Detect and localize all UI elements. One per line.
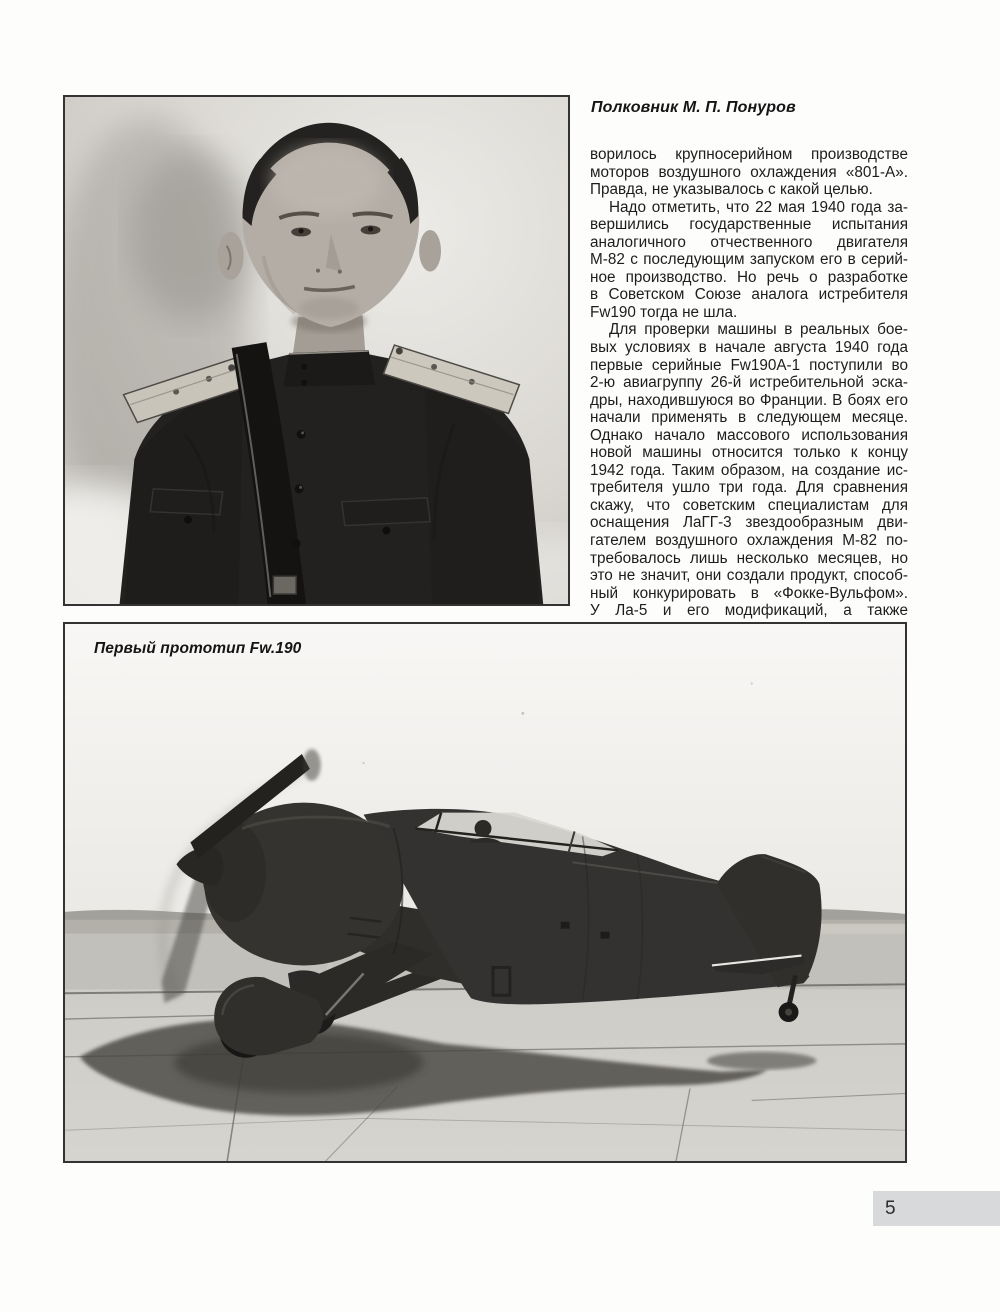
portrait-photo-image — [65, 97, 568, 604]
text-line: вых условиях в начале августа 1940 года — [590, 339, 908, 357]
text-line: 2-ю авиагруппу 26-й истребительной эска- — [590, 374, 908, 392]
text-line: требителя ушло три года. Для сравнения — [590, 479, 908, 497]
page-number-bar — [873, 1191, 1000, 1226]
aircraft-caption: Первый прототип Fw.190 — [94, 640, 302, 657]
text-line: Для проверки машины в реальных бое- — [609, 321, 908, 339]
portrait-photo — [63, 95, 570, 606]
text-line: первые серийные Fw190A-1 поступили во — [590, 356, 908, 374]
text-line: вершились государственные испытания — [590, 216, 908, 234]
page-number-label: 5 — [885, 1197, 896, 1219]
text-line: ное производство. Но речь о разработке — [590, 268, 908, 286]
text-line: 1942 года. Таким образом, на создание ис- — [590, 461, 908, 479]
text-line: начали применять в следующем месяце. — [590, 409, 908, 427]
text-line: ворилось крупносерийном производстве — [590, 146, 908, 163]
text-line: требовалось лишь несколько месяцев, но — [590, 549, 908, 567]
text-line: это не значит, они создали продукт, способ- — [590, 567, 908, 585]
article-text — [590, 146, 908, 620]
text-line: оснащения ЛаГГ-3 звездообразным дви- — [590, 514, 908, 532]
aircraft-photo-image — [65, 624, 905, 1161]
text-line: Fw190 тогда не шла. — [590, 303, 738, 321]
text-line: У Ла-5 и его модификаций, а также — [590, 602, 908, 620]
text-line: Правда, не указывалось с какой целью. — [590, 181, 873, 199]
text-line: аналогичного отчественного двигателя — [590, 233, 908, 251]
text-line: дры, находившуюся во Франции. В боях его — [590, 391, 908, 409]
text-line: гателем воздушного охлаждения М-82 по- — [590, 532, 908, 550]
text-line: моторов воздушного охлаждения «801-А». — [590, 163, 908, 181]
text-line: Однако начало массового использования — [590, 426, 908, 444]
text-line: новой машины относится только к концу — [590, 444, 908, 462]
text-line: ный конкурировать в «Фокке-Вульфом». — [590, 584, 908, 602]
aircraft-photo — [63, 622, 907, 1163]
text-line: Надо отметить, что 22 мая 1940 года за- — [609, 198, 908, 216]
text-line: скажу, что советским специалистам для — [590, 496, 908, 514]
text-line: М-82 с последующим запуском его в серий- — [590, 251, 908, 269]
portrait-caption: Полковник М. П. Понуров — [591, 99, 796, 116]
text-line: в Советском Союзе аналога истребителя — [590, 286, 908, 304]
